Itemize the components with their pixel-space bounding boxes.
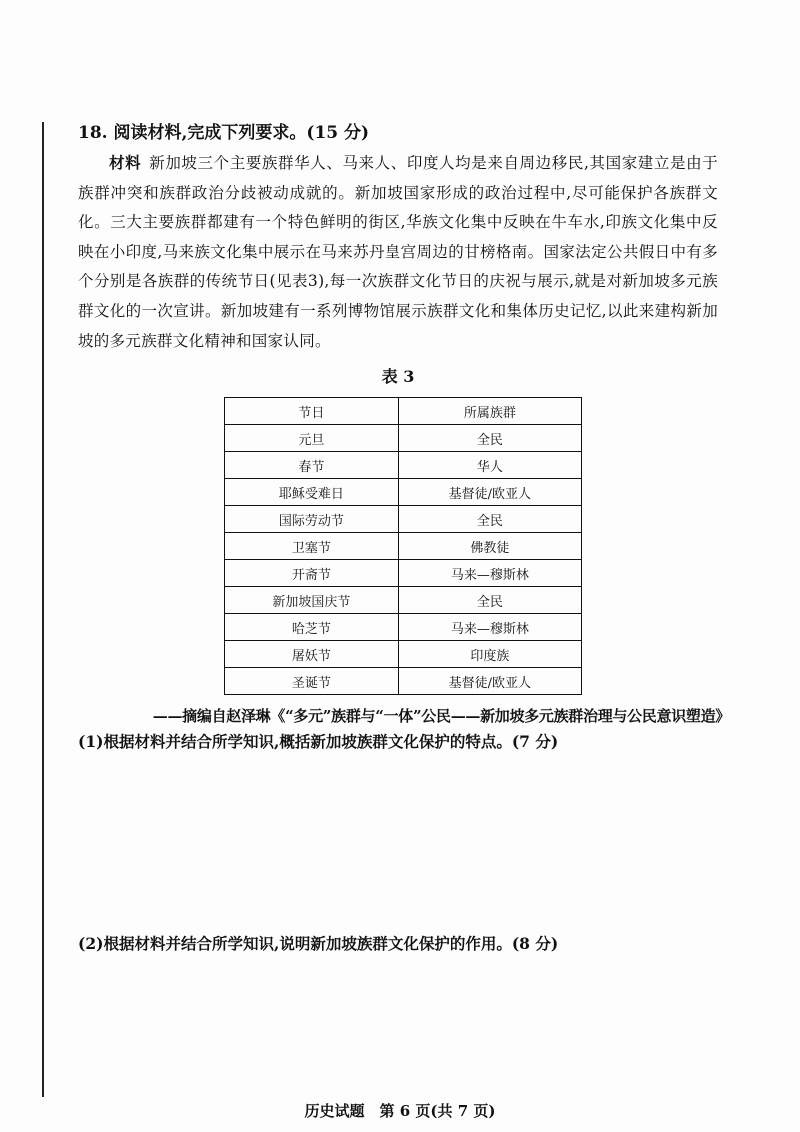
table-row	[225, 452, 582, 479]
group-cell: 印度族	[398, 641, 581, 668]
festival-cell: 卫塞节	[225, 533, 399, 560]
material-text: 新加坡三个主要族群华人、马来人、印度人均是来自周边移民,其国家建立是由于族群冲突和族群政治分歧被动成就的。新加坡国家形成的政治过程中,尽可能保护各族群文化。三大主要族群都建有一个特色鲜明的街区,华族文化集中反映在牛车水,印族文化集中反映在小印度,马来族文化集中展示在马来苏丹皇宫周边的甘榜格南。国家法定公共假日中有多个分别是各族群的传统节日(见表3),每一次族群文化节日的庆祝与展示,就是对新加坡多元族群文化的一次宣讲。新加坡建有一系列博物馆展示族群文化和集体历史记忆,以此来建构新加坡的多元族群文化精神和国家认同。	[78, 154, 719, 350]
festival-cell: 元旦	[225, 425, 399, 452]
table-row	[225, 614, 582, 641]
festival-cell: 春节	[225, 452, 399, 479]
source-citation: ——摘编自赵泽琳《“多元”族群与“一体”公民——新加坡多元族群治理与公民意识塑造》	[152, 707, 730, 726]
material-label: 材料	[109, 153, 142, 172]
table-row	[225, 533, 582, 560]
header-festival: 节日	[225, 398, 399, 425]
table-header-row	[225, 398, 582, 425]
table-row	[225, 506, 582, 533]
table-row	[225, 587, 582, 614]
festival-cell: 屠妖节	[225, 641, 399, 668]
group-cell: 全民	[398, 506, 581, 533]
sub-question-2: (2)根据材料并结合所学知识,说明新加坡族群文化保护的作用。(8 分)	[78, 934, 559, 953]
group-cell: 马来—穆斯林	[398, 614, 581, 641]
festival-table	[224, 397, 582, 695]
group-cell: 基督徒/欧亚人	[398, 668, 581, 695]
page-footer: 历史试题 第 6 页(共 7 页)	[304, 1102, 496, 1120]
festival-cell: 新加坡国庆节	[225, 587, 399, 614]
table-caption: 表 3	[381, 367, 415, 387]
table-row	[225, 641, 582, 668]
material-paragraph	[78, 148, 718, 356]
table-row	[225, 425, 582, 452]
binding-margin-line	[42, 122, 44, 1097]
group-cell: 马来—穆斯林	[398, 560, 581, 587]
table-row	[225, 668, 582, 695]
festival-cell: 哈芝节	[225, 614, 399, 641]
table-row	[225, 479, 582, 506]
festival-cell: 圣诞节	[225, 668, 399, 695]
group-cell: 基督徒/欧亚人	[398, 479, 581, 506]
header-ethnic-group: 所属族群	[398, 398, 581, 425]
group-cell: 华人	[398, 452, 581, 479]
sub-question-1: (1)根据材料并结合所学知识,概括新加坡族群文化保护的特点。(7 分)	[78, 732, 559, 752]
group-cell: 全民	[398, 425, 581, 452]
festival-cell: 耶稣受难日	[225, 479, 399, 506]
question-block	[78, 118, 730, 953]
festival-cell: 国际劳动节	[225, 506, 399, 533]
festival-cell: 开斋节	[225, 560, 399, 587]
question-title: 18. 阅读材料,完成下列要求。(15 分)	[78, 123, 370, 143]
group-cell: 佛教徒	[398, 533, 581, 560]
table-row	[225, 560, 582, 587]
group-cell: 全民	[398, 587, 581, 614]
